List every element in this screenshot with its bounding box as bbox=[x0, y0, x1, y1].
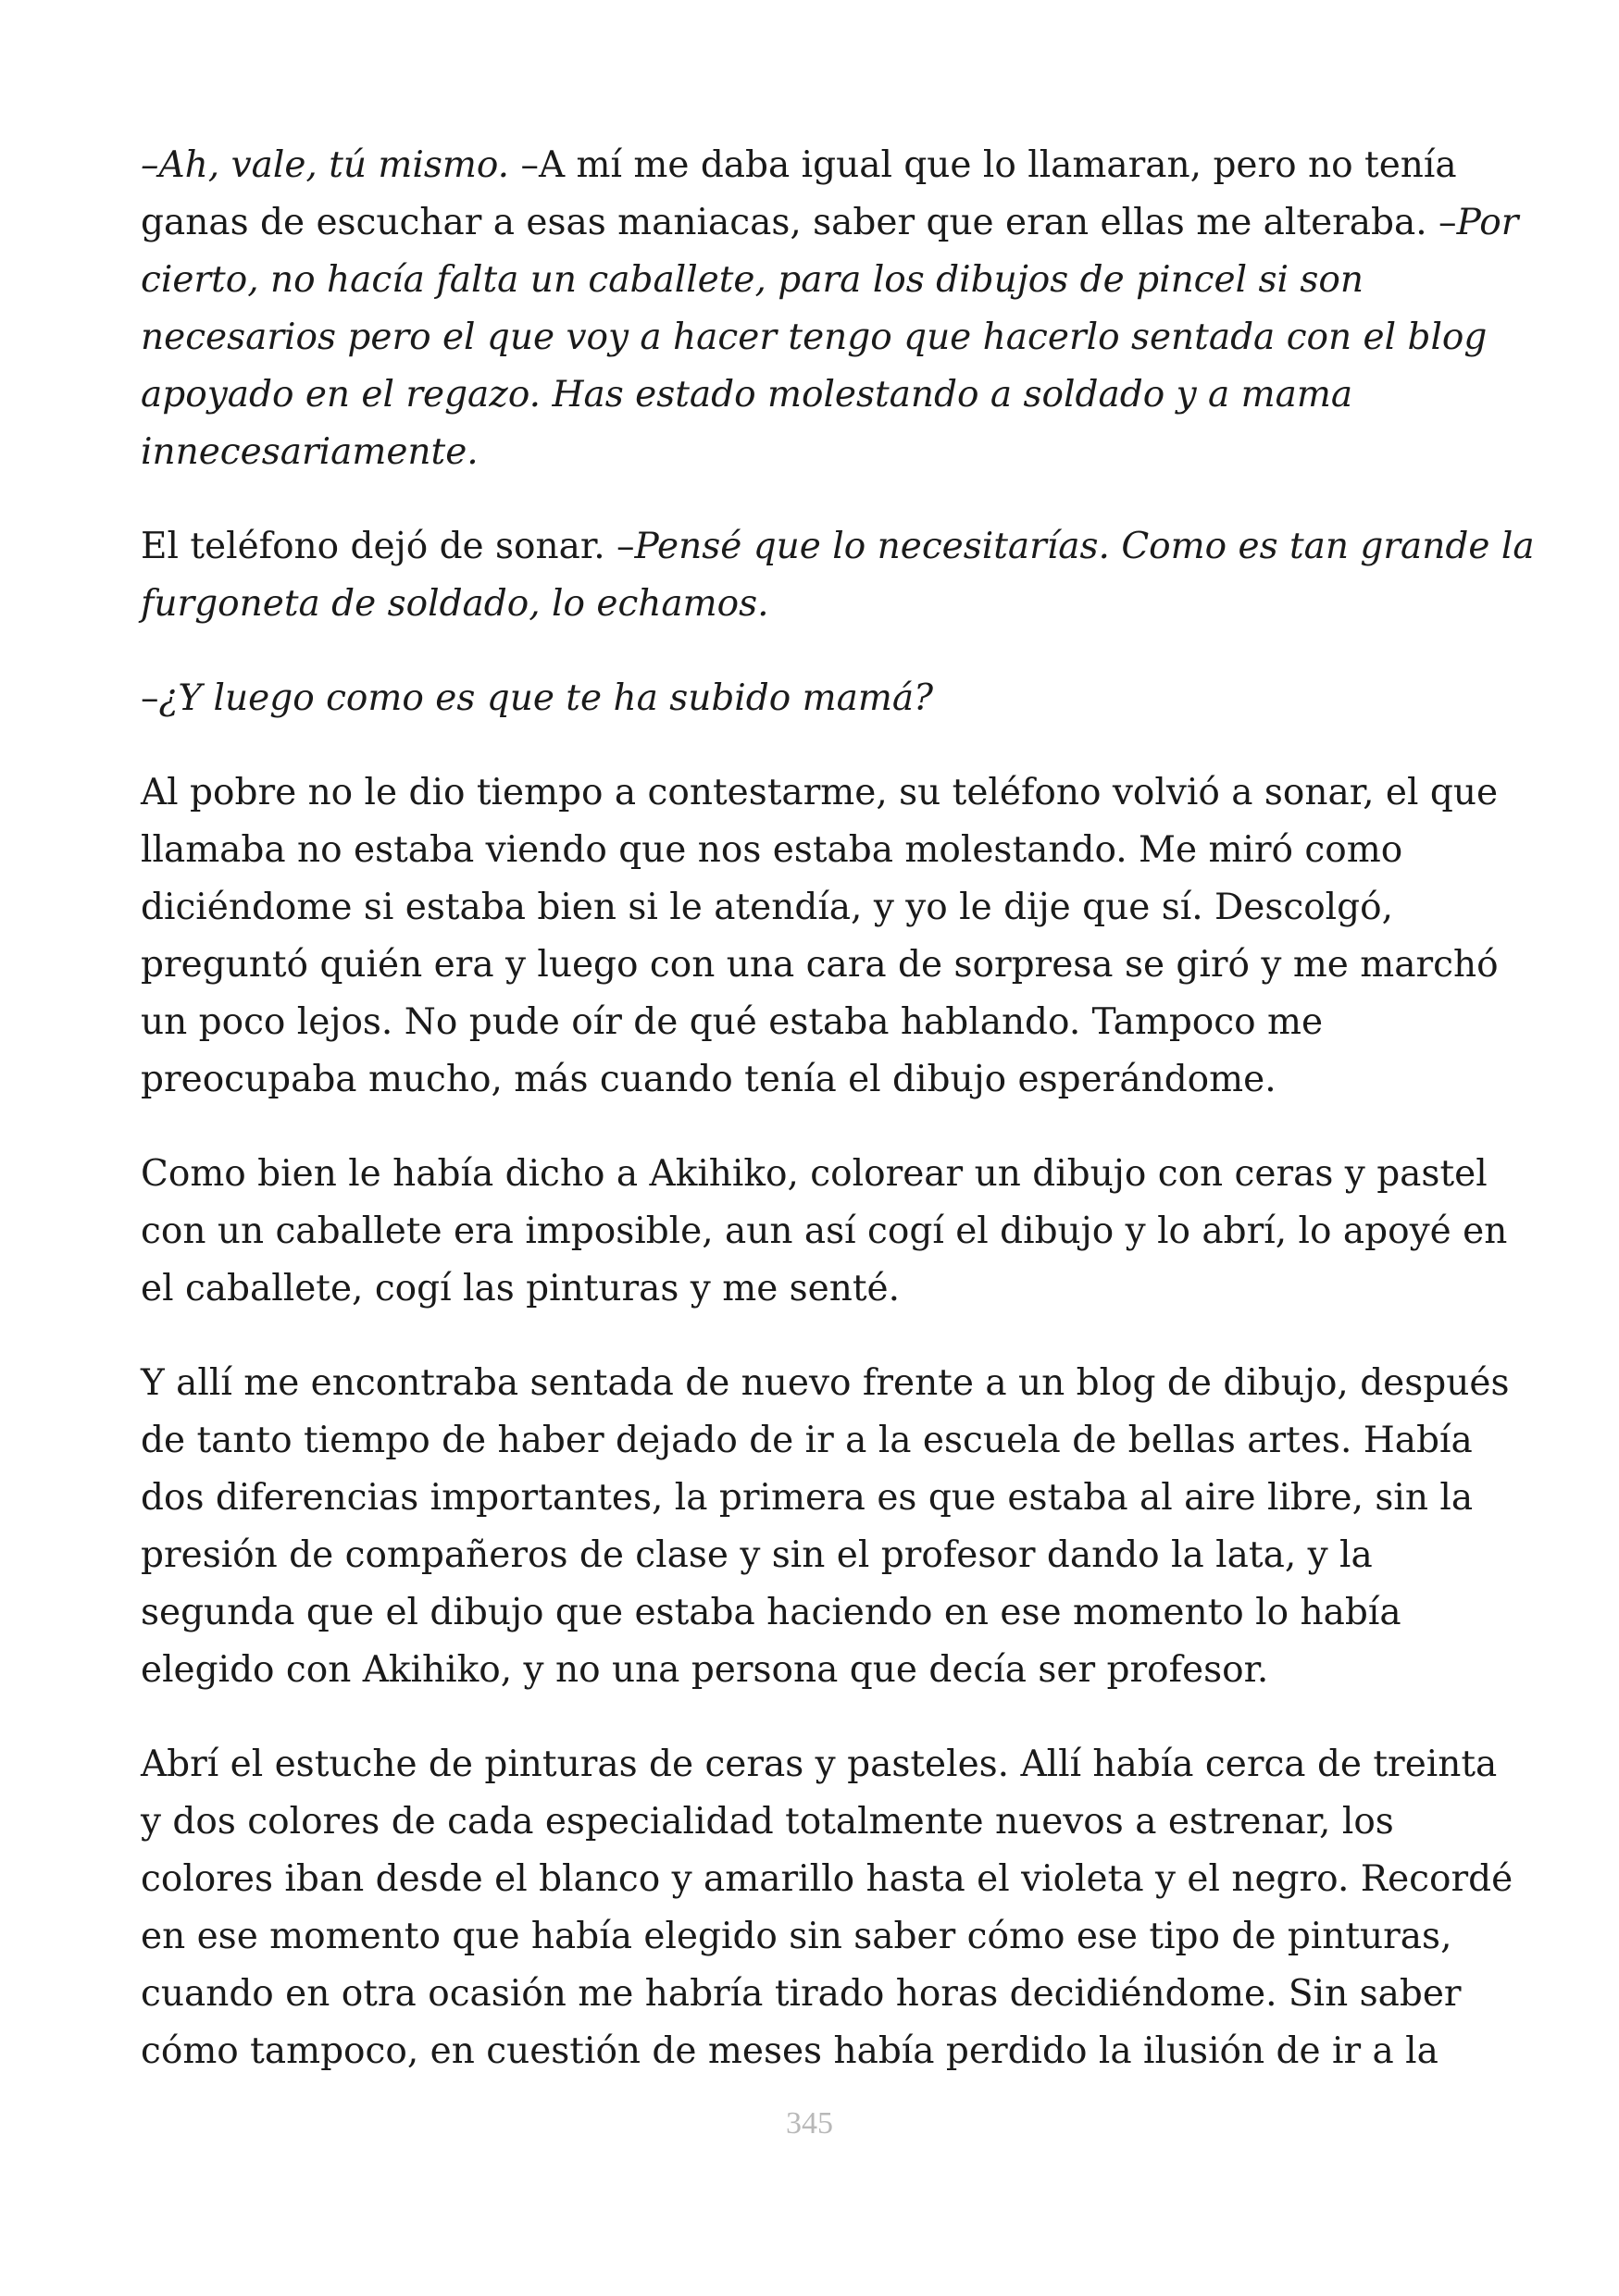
text-line bbox=[141, 1908, 1488, 1966]
paragraph bbox=[141, 1146, 1508, 1318]
text-line bbox=[141, 1146, 1488, 1203]
text-segment: cómo tampoco, en cuestión de meses había perdido la ilusión de ir a la bbox=[141, 2030, 1438, 2072]
italic-text-segment: cierto, no hacía falta un caballete, para los dibujos de pincel si son bbox=[141, 259, 1364, 301]
text-line bbox=[141, 1355, 1510, 1412]
text-segment: –A mí me daba igual que lo llamaran, pero no tenía bbox=[509, 144, 1457, 186]
text-line bbox=[141, 137, 1488, 194]
paragraph bbox=[141, 518, 1535, 633]
text-segment: – bbox=[141, 677, 159, 719]
text-line bbox=[141, 518, 1535, 576]
text-segment: Como bien le había dicho a Akihiko, colorear un dibujo con ceras y pastel bbox=[141, 1153, 1488, 1195]
text-line bbox=[141, 937, 1499, 994]
text-segment: Y allí me encontraba sentada de nuevo frente a un blog de dibujo, después bbox=[141, 1362, 1510, 1404]
text-line bbox=[141, 1470, 1488, 1527]
text-line bbox=[141, 2023, 1488, 2080]
text-segment: preocupaba mucho, más cuando tenía el dibujo esperándome. bbox=[141, 1059, 1277, 1100]
italic-text-segment: ¿Y luego como es que te ha subido mamá? bbox=[158, 677, 934, 719]
paragraph bbox=[141, 670, 1488, 727]
text-segment: diciéndome si estaba bien si le atendía, y yo le dije que sí. Descolgó, bbox=[141, 887, 1393, 928]
italic-text-segment: Por bbox=[1456, 202, 1519, 243]
text-line bbox=[141, 1642, 1488, 1699]
text-segment: colores iban desde el blanco y amarillo hasta el violeta y el negro. Recordé bbox=[141, 1858, 1513, 1900]
text-segment: ganas de escuchar a esas maniacas, saber que eran ellas me alteraba. – bbox=[141, 202, 1457, 243]
text-line bbox=[141, 1260, 1488, 1318]
paragraph bbox=[141, 1736, 1513, 2080]
text-segment: y dos colores de cada especialidad totalmente nuevos a estrenar, los bbox=[141, 1801, 1394, 1843]
text-segment: Abrí el estuche de pinturas de ceras y pasteles. Allí había cerca de treinta bbox=[141, 1744, 1498, 1785]
text-line bbox=[141, 424, 1488, 481]
text-segment: elegido con Akihiko, y no una persona que decía ser profesor. bbox=[141, 1649, 1269, 1691]
paragraph bbox=[141, 137, 1519, 481]
text-segment: llamaba no estaba viendo que nos estaba molestando. Me miró como bbox=[141, 829, 1403, 871]
italic-text-segment: innecesariamente. bbox=[141, 431, 479, 473]
paragraph bbox=[141, 764, 1499, 1109]
text-segment: con un caballete era imposible, aun así cogí el dibujo y lo abrí, lo apoyé en bbox=[141, 1210, 1508, 1252]
text-segment: el caballete, cogí las pinturas y me senté. bbox=[141, 1268, 901, 1309]
text-line bbox=[141, 1051, 1488, 1109]
text-line bbox=[141, 994, 1488, 1051]
text-line bbox=[141, 879, 1488, 937]
text-line bbox=[141, 309, 1488, 366]
text-line bbox=[141, 1793, 1488, 1851]
text-line bbox=[141, 1851, 1513, 1908]
text-line bbox=[141, 670, 1488, 727]
italic-text-segment: furgoneta de soldado, lo echamos. bbox=[141, 583, 769, 625]
italic-text-segment: Pensé que lo necesitarías. Como es tan grande la bbox=[634, 526, 1535, 567]
text-line bbox=[141, 576, 1488, 633]
text-segment: de tanto tiempo de haber dejado de ir a la escuela de bellas artes. Había bbox=[141, 1420, 1473, 1461]
text-line bbox=[141, 1584, 1488, 1642]
text-segment: un poco lejos. No pude oír de qué estaba hablando. Tampoco me bbox=[141, 1001, 1324, 1043]
body-text bbox=[141, 137, 1535, 2117]
text-line bbox=[141, 1736, 1498, 1793]
text-segment: dos diferencias importantes, la primera es que estaba al aire libre, sin la bbox=[141, 1477, 1474, 1519]
text-line bbox=[141, 194, 1519, 252]
text-line bbox=[141, 1203, 1508, 1260]
text-segment: presión de compañeros de clase y sin el profesor dando la lata, y la bbox=[141, 1534, 1373, 1576]
page-number: 345 bbox=[786, 2106, 833, 2141]
text-segment: El teléfono dejó de sonar. – bbox=[141, 526, 635, 567]
italic-text-segment: necesarios pero el que voy a hacer tengo que hacerlo sentada con el blog bbox=[141, 316, 1488, 358]
text-segment: en ese momento que había elegido sin saber cómo ese tipo de pinturas, bbox=[141, 1916, 1452, 1957]
italic-text-segment: –Ah, vale, tú mismo. bbox=[141, 144, 510, 186]
text-segment: preguntó quién era y luego con una cara de sorpresa se giró y me marchó bbox=[141, 944, 1499, 986]
text-line bbox=[141, 1966, 1488, 2023]
text-line bbox=[141, 822, 1488, 879]
text-line bbox=[141, 366, 1488, 424]
text-line bbox=[141, 1527, 1488, 1584]
paragraph bbox=[141, 1355, 1510, 1699]
text-line bbox=[141, 1412, 1488, 1470]
text-segment: segunda que el dibujo que estaba haciendo en ese momento lo había bbox=[141, 1592, 1401, 1633]
italic-text-segment: apoyado en el regazo. Has estado molestando a soldado y a mama bbox=[141, 374, 1353, 416]
text-line bbox=[141, 764, 1499, 822]
text-segment: Al pobre no le dio tiempo a contestarme, su teléfono volvió a sonar, el que bbox=[141, 772, 1499, 813]
text-line bbox=[141, 252, 1488, 309]
text-segment: cuando en otra ocasión me habría tirado horas decidiéndome. Sin saber bbox=[141, 1973, 1462, 2015]
